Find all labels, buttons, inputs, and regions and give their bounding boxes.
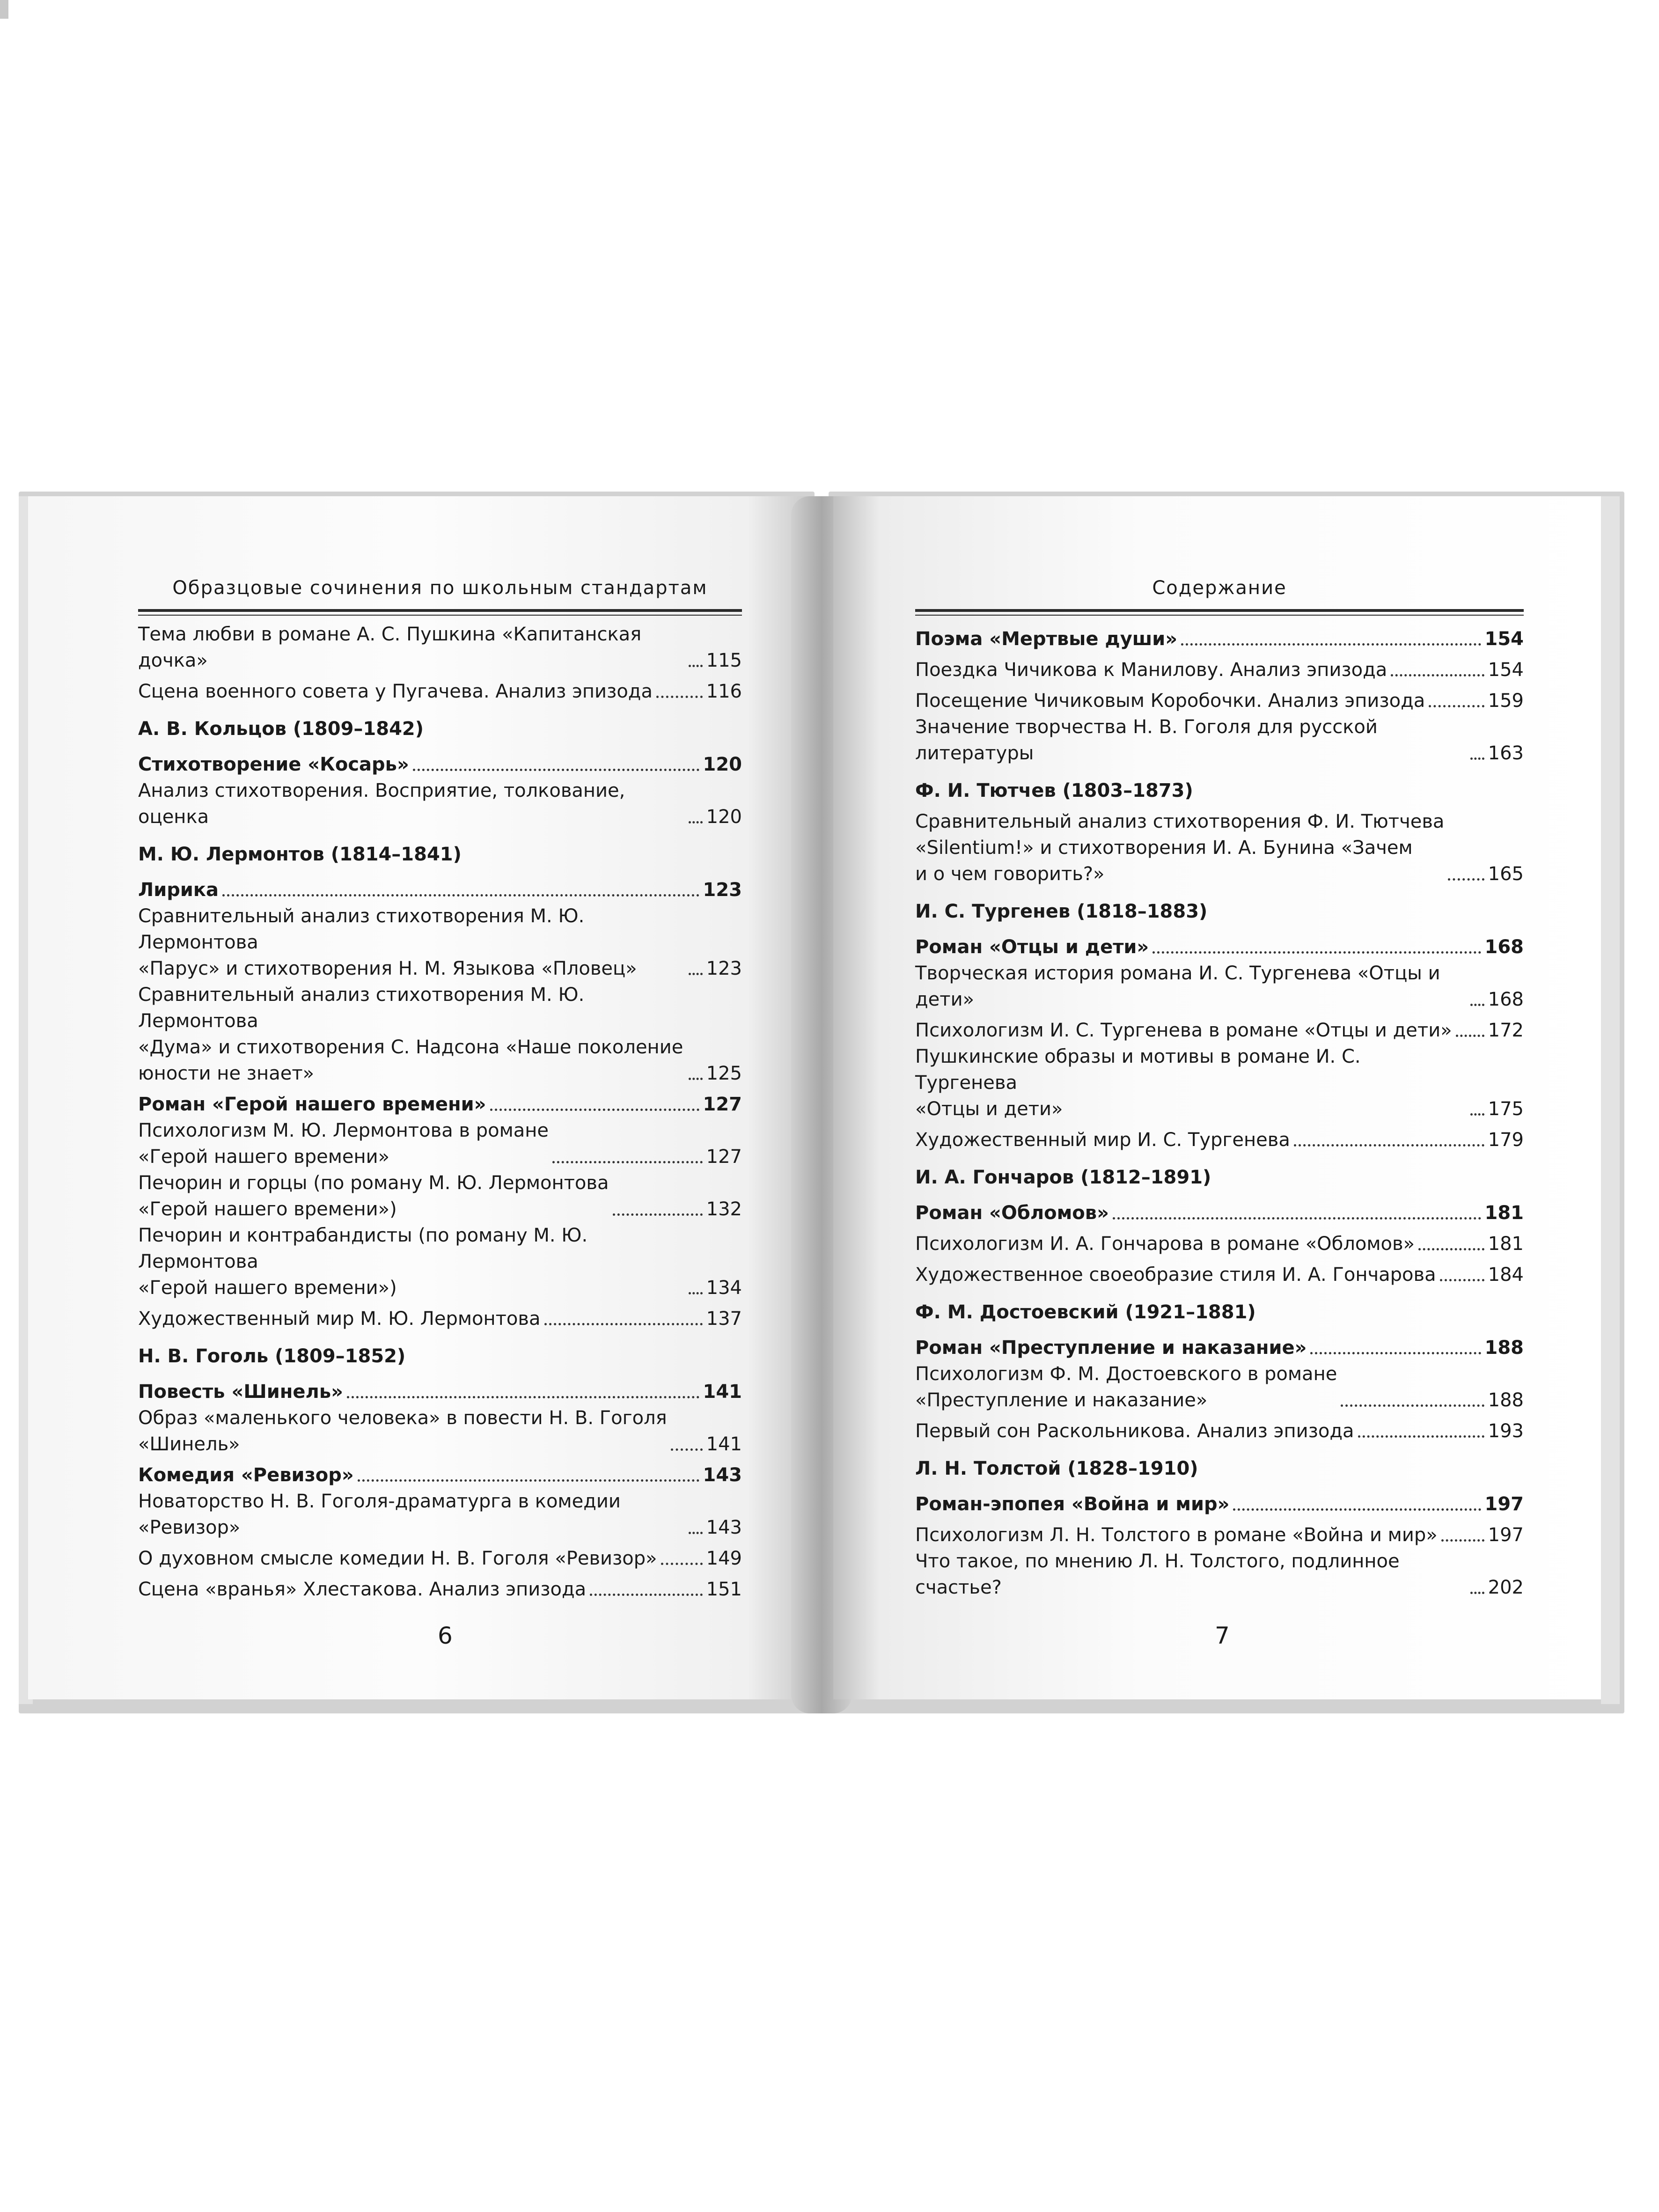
toc-entry-page: 193 [1488, 1420, 1524, 1442]
toc-entry-page: 179 [1488, 1129, 1524, 1151]
toc-entry-page: 123 [703, 879, 742, 901]
toc-entry-page: 123 [706, 958, 742, 979]
toc-entry-title: Художественный мир М. Ю. Лермонтова [138, 1308, 541, 1330]
left-page [28, 496, 810, 1699]
toc-entry-title: Значение творчества Н. В. Гоголя для русской литературы [915, 716, 1378, 764]
toc-entry [915, 929, 1524, 960]
toc-entry [915, 808, 1524, 887]
toc-entry-page: 172 [1488, 1020, 1524, 1041]
toc-entry [915, 1361, 1524, 1413]
toc-entry-title: Образ «маленького человека» в повести Н. В. Гоголя «Шинель» [138, 1407, 667, 1455]
toc-entry [915, 1013, 1524, 1044]
toc-entry [138, 1541, 742, 1572]
toc-entry-title: Роман «Преступление и наказание» [915, 1337, 1307, 1359]
toc-entry-page: 125 [706, 1063, 742, 1084]
toc-entry [138, 982, 742, 1087]
toc-entry [138, 1457, 742, 1488]
toc-entry [915, 1226, 1524, 1257]
header-rule [915, 609, 1524, 612]
toc-entry-page: 143 [706, 1517, 742, 1538]
toc-entry-page: 120 [703, 754, 742, 775]
corner-mark [0, 0, 8, 19]
dot-leader [1152, 951, 1481, 954]
toc-entry [138, 621, 742, 674]
page-number: 6 [438, 1622, 453, 1649]
toc-entry [138, 903, 742, 982]
toc-entry [138, 1222, 742, 1301]
toc-entry-title: Новаторство Н. В. Гоголя-драматурга в комедии «Ревизор» [138, 1491, 621, 1538]
running-head: Образцовые сочинения по школьным стандартам [172, 577, 708, 599]
toc-entry [138, 1301, 742, 1332]
toc-entry [138, 1117, 742, 1170]
toc-entry-title: Печорин и горцы (по роману М. Ю. Лермонтова «Герой нашего времени») [138, 1172, 609, 1220]
dot-leader [358, 1479, 699, 1482]
dot-leader [1470, 1004, 1484, 1006]
toc-entry-page: 163 [1488, 742, 1524, 764]
toc-entry-title: Стихотворение «Косарь» [138, 754, 409, 775]
toc-entry-title: Посещение Чичиковым Коробочки. Анализ эпизода [915, 690, 1425, 712]
toc-entry-title: Психологизм И. С. Тургенева в романе «Отцы и дети» [915, 1020, 1452, 1041]
toc-entry [138, 778, 742, 830]
toc-entry-page: 197 [1484, 1493, 1524, 1515]
toc-entry-title: Роман «Отцы и дети» [915, 936, 1149, 958]
toc-entry-title: Пушкинские образы и мотивы в романе И. С. Тургенева «Отцы и дети» [915, 1046, 1361, 1120]
dot-leader [347, 1396, 699, 1398]
toc-entry-page: 141 [706, 1433, 742, 1455]
toc-entry-page: 188 [1488, 1389, 1524, 1411]
toc-entry-title: Психологизм Ф. М. Достоевского в романе «Преступление и наказание» [915, 1363, 1337, 1411]
dot-leader [1470, 1592, 1484, 1594]
toc-author-heading: И. С. Тургенев (1818–1883) [915, 901, 1208, 922]
toc-entry [138, 747, 742, 778]
toc-entry-page: 154 [1484, 628, 1524, 650]
dot-leader [689, 665, 703, 667]
toc-entry-page: 134 [706, 1277, 742, 1299]
toc-entry-title: Поэма «Мертвые души» [915, 628, 1178, 650]
toc-entry-page: 115 [706, 650, 742, 671]
toc-entry-page: 154 [1488, 659, 1524, 681]
dot-leader [1358, 1435, 1484, 1438]
toc-entry-page: 168 [1484, 936, 1524, 958]
toc-author-heading: Н. В. Гоголь (1809–1852) [138, 1345, 406, 1367]
dot-leader [689, 1532, 703, 1534]
toc-entry-title: Лирика [138, 879, 219, 901]
dot-leader [222, 894, 699, 897]
dot-leader [1113, 1217, 1481, 1220]
dot-leader [671, 1448, 703, 1451]
toc-entry-title: Тема любви в романе А. С. Пушкина «Капитанская дочка» [138, 624, 642, 671]
toc-entry-title: Что такое, по мнению Л. Н. Толстого, подлинное счастье? [915, 1551, 1400, 1598]
toc-entry-page: 202 [1488, 1577, 1524, 1598]
toc-entry-title: Психологизм Л. Н. Толстого в романе «Война и мир» [915, 1524, 1438, 1546]
toc-entry-page: 141 [703, 1381, 742, 1403]
toc-entry-title: Повесть «Шинель» [138, 1381, 343, 1403]
toc-entry-page: 137 [706, 1308, 742, 1330]
toc-entry-title: Творческая история романа И. С. Тургенева «Отцы и дети» [915, 963, 1440, 1010]
toc-entry-title: Сравнительный анализ стихотворения М. Ю. Лермонтова «Парус» и стихотворения Н. М. Языкова «Пловец» [138, 905, 637, 979]
toc-entry [138, 872, 742, 903]
toc-entry-title: Психологизм М. Ю. Лермонтова в романе «Герой нашего времени» [138, 1120, 549, 1168]
toc-entry-title: Роман-эпопея «Война и мир» [915, 1493, 1230, 1515]
toc-entry [915, 1486, 1524, 1517]
dot-leader [490, 1109, 699, 1111]
toc-entry-page: 184 [1488, 1264, 1524, 1286]
dot-leader [1181, 643, 1481, 646]
dot-leader [1441, 1539, 1484, 1542]
dot-leader [413, 769, 699, 771]
toc-entry [915, 1195, 1524, 1226]
toc-entry [138, 1488, 742, 1541]
dot-leader [1470, 757, 1484, 760]
toc-author-heading: Ф. И. Тютчев (1803–1873) [915, 780, 1193, 801]
left-page-content [138, 573, 742, 1602]
right-page [833, 496, 1601, 1699]
toc-entry [915, 652, 1524, 683]
toc-entry [138, 1374, 742, 1405]
dot-leader [1440, 1279, 1484, 1281]
dot-leader [689, 1292, 703, 1294]
dot-leader [689, 973, 703, 975]
dot-leader [590, 1594, 702, 1596]
toc-author-heading: М. Ю. Лермонтов (1814–1841) [138, 844, 462, 865]
running-head: Содержание [1152, 577, 1287, 599]
dot-leader [544, 1323, 703, 1325]
dot-leader [1470, 1113, 1484, 1116]
toc-entry-title: Анализ стихотворения. Восприятие, толкование, оценка [138, 780, 625, 828]
dot-leader [1429, 705, 1484, 707]
toc-entry-title: Первый сон Раскольникова. Анализ эпизода [915, 1420, 1354, 1442]
toc-entry-title: Сравнительный анализ стихотворения Ф. И. Тютчева «Silentium!» и стихотворения И. А. Бунина «Зачем и о чем говорить?» [915, 811, 1445, 885]
toc-entry-title: Художественный мир И. С. Тургенева [915, 1129, 1290, 1151]
header-rule-thin [915, 615, 1524, 616]
toc-list [915, 621, 1524, 1601]
dot-leader [689, 821, 703, 823]
toc-author-heading: Л. Н. Толстой (1828–1910) [915, 1458, 1198, 1479]
toc-entry-page: 181 [1484, 1202, 1524, 1224]
toc-entry-title: Печорин и контрабандисты (по роману М. Ю. Лермонтова «Герой нашего времени») [138, 1225, 588, 1299]
toc-entry-title: Роман «Герой нашего времени» [138, 1094, 486, 1115]
toc-entry [138, 1087, 742, 1117]
toc-entry [915, 1330, 1524, 1361]
toc-author-heading: А. В. Кольцов (1809–1842) [138, 718, 424, 740]
toc-entry [915, 1044, 1524, 1122]
toc-entry [915, 714, 1524, 766]
toc-entry-title: Психологизм И. А. Гончарова в романе «Обломов» [915, 1233, 1415, 1255]
toc-entry-page: 143 [703, 1464, 742, 1486]
toc-entry-title: Комедия «Ревизор» [138, 1464, 354, 1486]
toc-entry-page: 181 [1488, 1233, 1524, 1255]
toc-entry-page: 127 [703, 1094, 742, 1115]
toc-entry-title: Сцена «вранья» Хлестакова. Анализ эпизода [138, 1579, 587, 1600]
toc-entry-title: Сцена военного совета у Пугачева. Анализ эпизода [138, 681, 653, 702]
toc-list [138, 621, 742, 1602]
dot-leader [1391, 674, 1484, 676]
toc-entry-page: 116 [706, 681, 742, 702]
toc-entry-title: О духовном смысле комедии Н. В. Гоголя «Ревизор» [138, 1548, 657, 1569]
toc-entry-title: Поездка Чичикова к Манилову. Анализ эпизода [915, 659, 1387, 681]
header-rule [138, 609, 742, 612]
right-page-content [915, 573, 1524, 1601]
right-stack-edge [1601, 496, 1620, 1704]
toc-entry [915, 1257, 1524, 1288]
toc-entry [138, 1170, 742, 1222]
toc-entry [138, 674, 742, 705]
dot-leader [552, 1161, 703, 1163]
toc-entry-page: 165 [1488, 863, 1524, 885]
dot-leader [1418, 1248, 1484, 1250]
dot-leader [689, 1078, 703, 1080]
dot-leader [1456, 1035, 1484, 1037]
dot-leader [1310, 1352, 1481, 1354]
dot-leader [1341, 1404, 1484, 1407]
toc-entry [915, 1413, 1524, 1444]
dot-leader [661, 1563, 703, 1565]
header-rule-thin [138, 615, 742, 616]
toc-entry [138, 1572, 742, 1602]
toc-entry-page: 127 [706, 1146, 742, 1168]
toc-entry-title: Роман «Обломов» [915, 1202, 1109, 1224]
dot-leader [1233, 1508, 1481, 1511]
toc-entry [915, 683, 1524, 714]
toc-entry-page: 188 [1484, 1337, 1524, 1359]
toc-author-heading: Ф. М. Достоевский (1921–1881) [915, 1301, 1256, 1323]
toc-entry [915, 1517, 1524, 1548]
page-number: 7 [1215, 1622, 1230, 1649]
toc-entry-page: 149 [706, 1548, 742, 1569]
dot-leader [613, 1213, 703, 1216]
toc-entry [915, 1548, 1524, 1601]
toc-entry [915, 621, 1524, 652]
dot-leader [1448, 878, 1484, 881]
toc-entry-page: 151 [706, 1579, 742, 1600]
toc-entry-page: 132 [706, 1198, 742, 1220]
toc-entry-page: 168 [1488, 989, 1524, 1010]
toc-entry-page: 197 [1488, 1524, 1524, 1546]
toc-entry [915, 1122, 1524, 1153]
toc-entry-title: Художественное своеобразие стиля И. А. Гончарова [915, 1264, 1436, 1286]
toc-entry [915, 960, 1524, 1013]
toc-entry-page: 120 [706, 806, 742, 828]
toc-author-heading: И. А. Гончаров (1812–1891) [915, 1167, 1211, 1188]
dot-leader [656, 696, 703, 698]
dot-leader [1294, 1144, 1484, 1146]
toc-entry-title: Сравнительный анализ стихотворения М. Ю. Лермонтова «Дума» и стихотворения С. Надсона «Наше поколение юности не знает» [138, 984, 683, 1084]
toc-entry [138, 1405, 742, 1457]
toc-entry-page: 175 [1488, 1098, 1524, 1120]
toc-entry-page: 159 [1488, 690, 1524, 712]
